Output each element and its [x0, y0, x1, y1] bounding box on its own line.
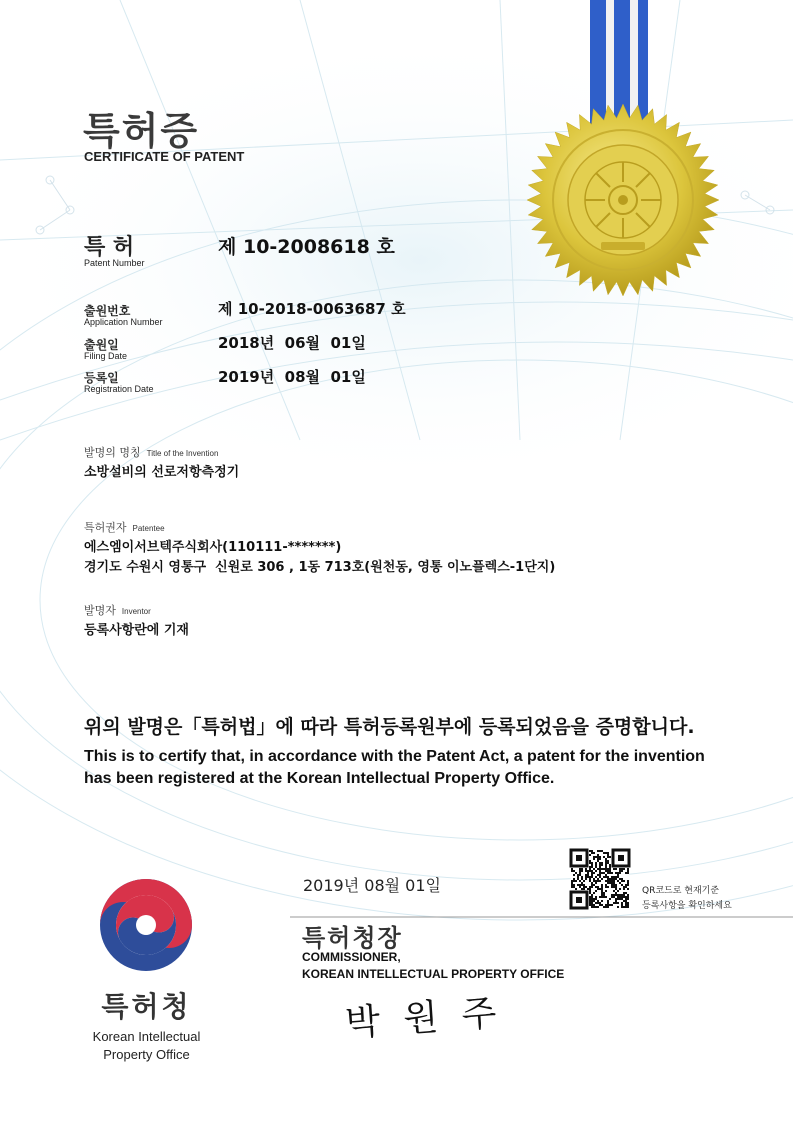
- certificate-title: 특허증: [83, 109, 200, 153]
- invention-label-row: [84, 441, 218, 460]
- patent-number-label: 특 허: [84, 235, 135, 260]
- application-number-label: 출원번호: [84, 304, 131, 318]
- inventor-value: 등록사항란에 기재: [84, 623, 189, 638]
- application-number-label-en: Application Number: [84, 317, 163, 327]
- kipo-logo-icon: [100, 879, 192, 971]
- certification-statement-en-1: This is to certify that, in accordance with the Patent Act, a patent for the invention: [84, 748, 705, 765]
- registration-date-label-en: Registration Date: [84, 384, 154, 394]
- patentee-name: 에스엠이서브텍주식회사(110111-*******): [84, 540, 342, 555]
- inventor-label-en: Inventor: [121, 607, 151, 616]
- patentee-label: 특허권자: [84, 521, 127, 534]
- invention-title-value: 소방설비의 선로저항측정기: [84, 465, 240, 480]
- filing-date-label-en: Filing Date: [84, 351, 128, 361]
- qr-code-icon: [571, 850, 629, 908]
- gold-seal-icon: [527, 104, 719, 296]
- invention-label: 발명의 명칭: [84, 446, 141, 459]
- application-number-value: 제 10-2018-0063687 호: [218, 300, 406, 318]
- qr-note-line2: 등록사항을 확인하세요: [642, 901, 732, 911]
- issue-date: 2019년 08월 01일: [303, 876, 441, 895]
- patent-number-label-en: Patent Number: [84, 258, 145, 268]
- qr-note-line1: QR코드로 현재기준: [642, 886, 720, 896]
- patentee-address: 경기도 수원시 영통구 신원로 306 , 1동 713호(원천동, 영통 이노플렉스-1단지): [84, 560, 556, 575]
- inventor-label: 발명자: [84, 604, 116, 617]
- office-name: 특허청: [101, 990, 192, 1023]
- registration-date-value: 2019년 08월 01일: [218, 368, 366, 386]
- office-name-en-1: Korean Intellectual: [92, 1029, 201, 1044]
- commissioner-title-en-2: KOREAN INTELLECTUAL PROPERTY OFFICE: [302, 967, 565, 981]
- patent-number-value: 제 10-2008618 호: [218, 236, 395, 258]
- office-name-en-2: Property Office: [103, 1047, 190, 1062]
- patentee-label-row: [84, 516, 165, 535]
- patentee-label-en: Patentee: [132, 524, 165, 533]
- commissioner-title-en-1: COMMISSIONER,: [302, 950, 401, 964]
- certification-statement-ko: 위의 발명은「특허법」에 따라 특허등록원부에 등록되었음을 증명합니다.: [84, 716, 695, 738]
- filing-date-label: 출원일: [84, 338, 119, 352]
- filing-date-value: 2018년 06월 01일: [218, 334, 366, 352]
- registration-date-label: 등록일: [84, 371, 119, 385]
- certification-statement-en-2: has been registered at the Korean Intellectual Property Office.: [84, 770, 555, 787]
- inventor-label-row: [84, 599, 151, 618]
- commissioner-title: 특허청장: [302, 924, 403, 952]
- commissioner-signature: 박 원 주: [343, 992, 504, 1045]
- invention-label-en: Title of the Invention: [146, 449, 219, 458]
- certificate-title-en: CERTIFICATE OF PATENT: [84, 149, 245, 164]
